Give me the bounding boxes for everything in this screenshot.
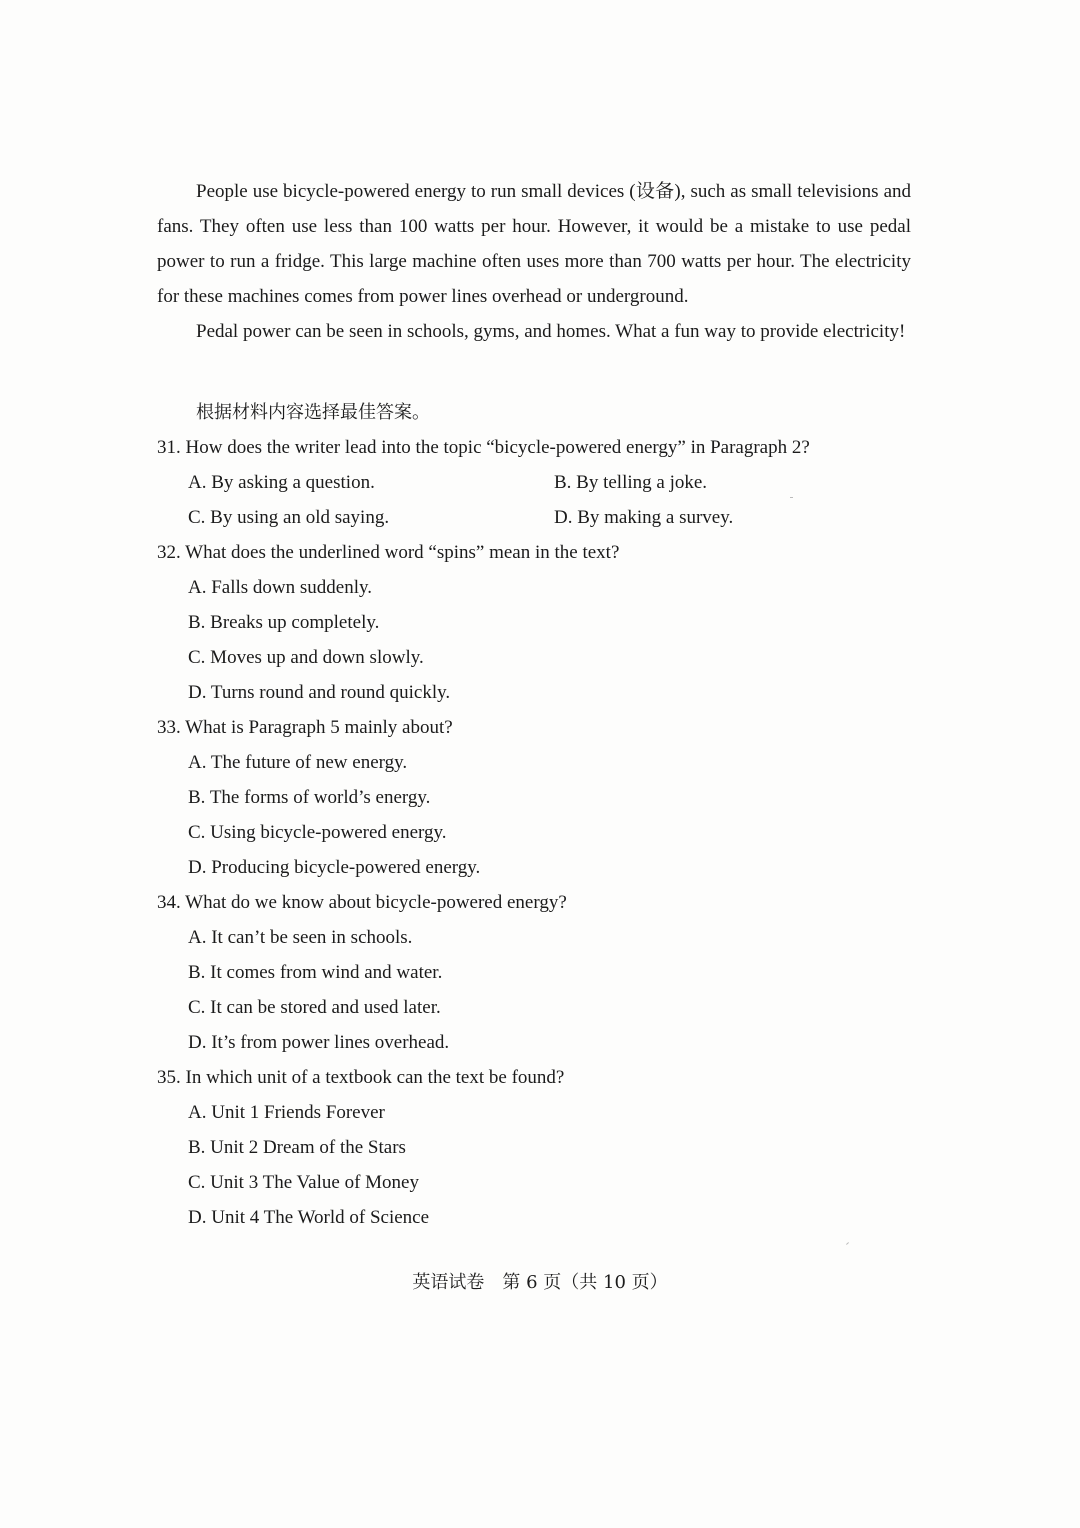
option-list — [157, 920, 917, 1060]
option-d: D. It’s from power lines overhead. — [188, 1032, 450, 1053]
option-d: D. By making a survey. — [554, 507, 734, 528]
question-32 — [157, 535, 917, 710]
reading-passage — [157, 174, 911, 349]
option-b: B. Unit 2 Dream of the Stars — [188, 1137, 406, 1158]
option-b: B. By telling a joke. — [554, 472, 708, 493]
option-b: B. Breaks up completely. — [188, 612, 380, 633]
question-instruction: 根据材料内容选择最佳答案。 — [196, 402, 430, 423]
option-d: D. Unit 4 The World of Science — [188, 1207, 430, 1228]
option-list — [157, 465, 917, 535]
question-stem: 34. What do we know about bicycle-powered energy? — [157, 892, 567, 913]
option-a: A. The future of new energy. — [188, 752, 408, 773]
option-d: D. Producing bicycle-powered energy. — [188, 857, 481, 878]
option-a: A. Unit 1 Friends Forever — [188, 1102, 385, 1123]
option-b: B. The forms of world’s energy. — [188, 787, 431, 808]
option-list — [157, 745, 917, 885]
question-34 — [157, 885, 917, 1060]
page-footer: 英语试卷 第 6 页（共 10 页） — [412, 1272, 668, 1293]
option-c: C. It can be stored and used later. — [188, 997, 441, 1018]
question-31 — [157, 430, 917, 535]
question-33 — [157, 710, 917, 885]
question-stem: 35. In which unit of a textbook can the text be found? — [157, 1067, 565, 1088]
option-a: A. It can’t be seen in schools. — [188, 927, 413, 948]
option-a: A. Falls down suddenly. — [188, 577, 373, 598]
option-a: A. By asking a question. — [188, 472, 375, 493]
passage-paragraph: People use bicycle-powered energy to run small devices (设备), such as small televisions and fans. They often use less than 100 watts per hour. However, it would be a mistake to use pedal power to run a fridge. This large machine often uses more than 700 watts per hour. The electricity for these machines comes from power lines overhead or underground. — [157, 181, 911, 307]
option-list — [157, 570, 917, 710]
option-c: C. Unit 3 The Value of Money — [188, 1172, 419, 1193]
option-c: C. By using an old saying. — [188, 507, 390, 528]
scan-speck — [846, 1242, 849, 1245]
option-c: C. Moves up and down slowly. — [188, 647, 424, 668]
scan-speck — [790, 497, 793, 498]
question-stem: 32. What does the underlined word “spins” mean in the text? — [157, 542, 620, 563]
option-list — [157, 1095, 917, 1235]
option-d: D. Turns round and round quickly. — [188, 682, 451, 703]
question-35 — [157, 1060, 917, 1235]
passage-paragraph: Pedal power can be seen in schools, gyms, and homes. What a fun way to provide electricity! — [196, 321, 906, 342]
option-b: B. It comes from wind and water. — [188, 962, 443, 983]
option-c: C. Using bicycle-powered energy. — [188, 822, 447, 843]
question-stem: 33. What is Paragraph 5 mainly about? — [157, 717, 453, 738]
question-list — [157, 430, 917, 1235]
question-stem: 31. How does the writer lead into the topic “bicycle-powered energy” in Paragraph 2? — [157, 437, 810, 458]
